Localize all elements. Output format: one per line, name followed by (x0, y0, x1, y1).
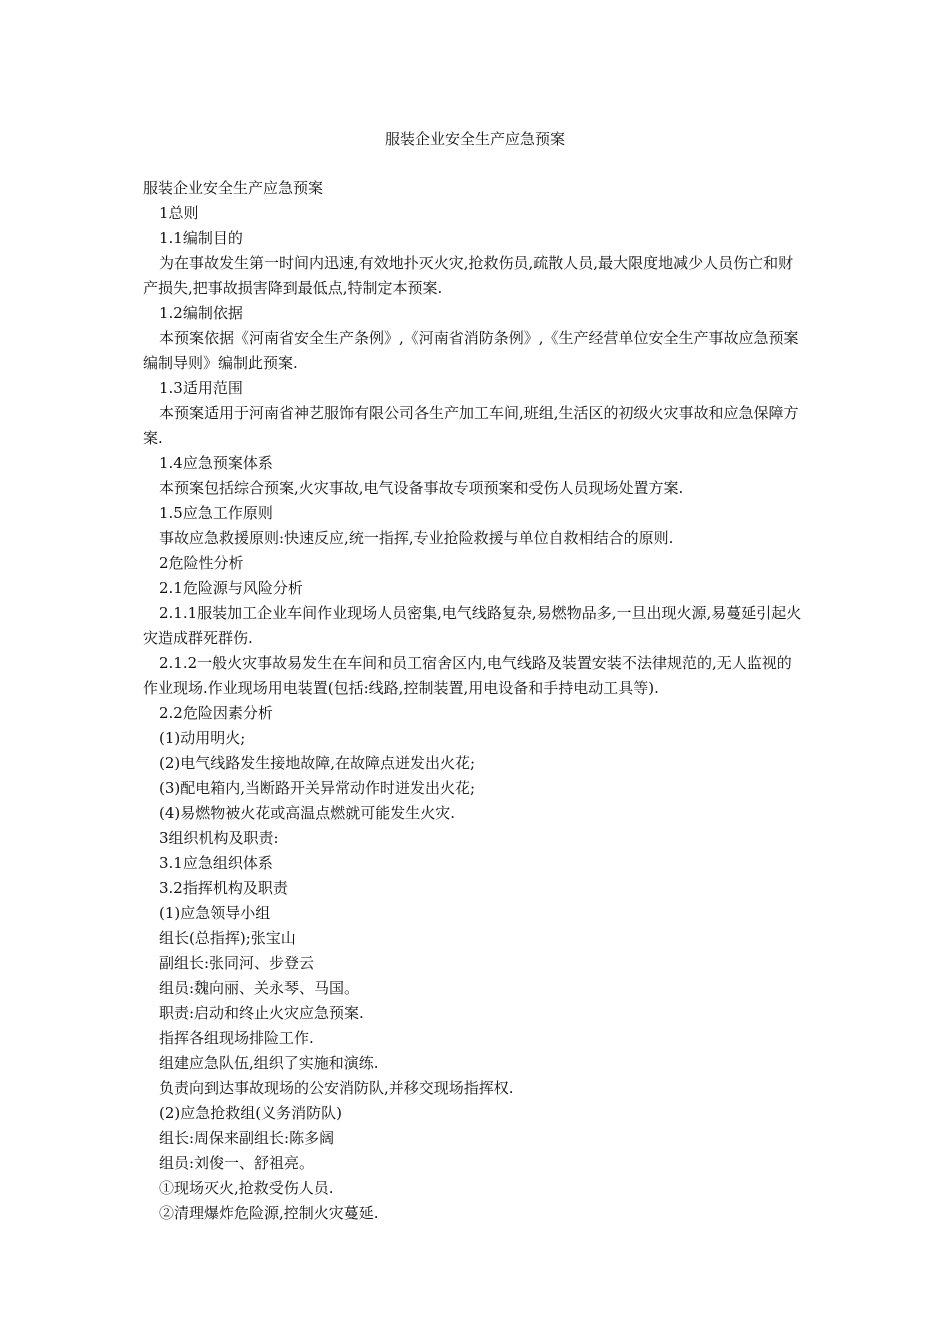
group-2-duty-2: ②清理爆炸危险源,控制火灾蔓延. (159, 1204, 379, 1222)
group-1-duty-3: 组建应急队伍,组织了实施和演练. (159, 1054, 379, 1072)
section-3-heading: 3组织机构及职责: (159, 829, 279, 847)
risk-item-1: (1)动用明火; (159, 729, 246, 747)
group-2-members: 组员:刘俊一、舒祖亮。 (159, 1154, 315, 1172)
group-1-members: 组员:魏向丽、关永琴、马国。 (159, 979, 360, 997)
section-2-2-heading: 2.2危险因素分析 (159, 704, 273, 722)
section-1-4-heading: 1.4应急预案体系 (159, 454, 273, 472)
group-2-leader: 组长:周保来副组长:陈多阔 (159, 1129, 335, 1147)
section-1-1-paragraph: 为在事故发生第一时间内迅速,有效地扑灭火灾,抢救伤员,疏散人员,最大限度地减少人员伤亡和财产损失,把事故损害降到最低点,特制定本预案. (143, 254, 794, 297)
risk-item-4: (4)易燃物被火花或高温点燃就可能发生火灾. (159, 804, 456, 822)
section-1-3-heading: 1.3适用范围 (159, 379, 243, 397)
section-1-5-paragraph: 事故应急救援原则:快速反应,统一指挥,专业抢险救援与单位自救相结合的原则. (159, 529, 674, 547)
document-title: 服装企业安全生产应急预案 (384, 130, 565, 148)
section-1-2-heading: 1.2编制依据 (159, 304, 243, 322)
group-1-duty-2: 指挥各组现场排险工作. (159, 1029, 314, 1047)
section-1-5-heading: 1.5应急工作原则 (159, 504, 273, 522)
section-1-2-paragraph: 本预案依据《河南省安全生产条例》,《河南省消防条例》,《生产经营单位安全生产事故应急预案编制导则》编制此预案. (143, 329, 799, 372)
group-2-heading: (2)应急抢救组(义务消防队) (159, 1104, 342, 1122)
group-1-duty-1: 职责:启动和终止火灾应急预案. (159, 1004, 364, 1022)
section-3-1-heading: 3.1应急组织体系 (159, 854, 273, 872)
group-1-duty-4: 负责向到达事故现场的公安消防队,并移交现场指挥权. (159, 1079, 514, 1097)
risk-item-2: (2)电气线路发生接地故障,在故障点迸发出火花; (159, 754, 476, 772)
body-heading: 服装企业安全生产应急预案 (143, 179, 324, 197)
section-1-3-paragraph: 本预案适用于河南省神艺服饰有限公司各生产加工车间,班组,生活区的初级火灾事故和应急保障方案. (143, 404, 799, 447)
section-2-1-heading: 2.1危险源与风险分析 (159, 579, 303, 597)
section-1-heading: 1总则 (159, 204, 199, 222)
section-3-2-heading: 3.2指挥机构及职责 (159, 879, 288, 897)
group-1-deputy: 副组长:张同河、步登云 (159, 954, 315, 972)
risk-item-3: (3)配电箱内,当断路开关异常动作时迸发出火花; (159, 779, 476, 797)
section-2-heading: 2危险性分析 (159, 554, 244, 572)
group-1-leader: 组长(总指挥);张宝山 (159, 929, 296, 947)
group-2-duty-1: ①现场灭火,抢救受伤人员. (159, 1179, 334, 1197)
document-body (143, 176, 803, 1226)
group-1-heading: (1)应急领导小组 (159, 904, 271, 922)
section-2-1-1-paragraph: 2.1.1服装加工企业车间作业现场人员密集,电气线路复杂,易燃物品多,一旦出现火源,易蔓延引起火灾造成群死群伤. (143, 604, 802, 647)
section-2-1-2-paragraph: 2.1.2一般火灾事故易发生在车间和员工宿舍区内,电气线路及装置安装不法律规范的,无人监视的作业现场.作业现场用电装置(包括:线路,控制装置,用电设备和手持电动工具等). (143, 654, 792, 697)
section-1-4-paragraph: 本预案包括综合预案,火灾事故,电气设备事故专项预案和受伤人员现场处置方案. (159, 479, 684, 497)
section-1-1-heading: 1.1编制目的 (159, 229, 243, 247)
